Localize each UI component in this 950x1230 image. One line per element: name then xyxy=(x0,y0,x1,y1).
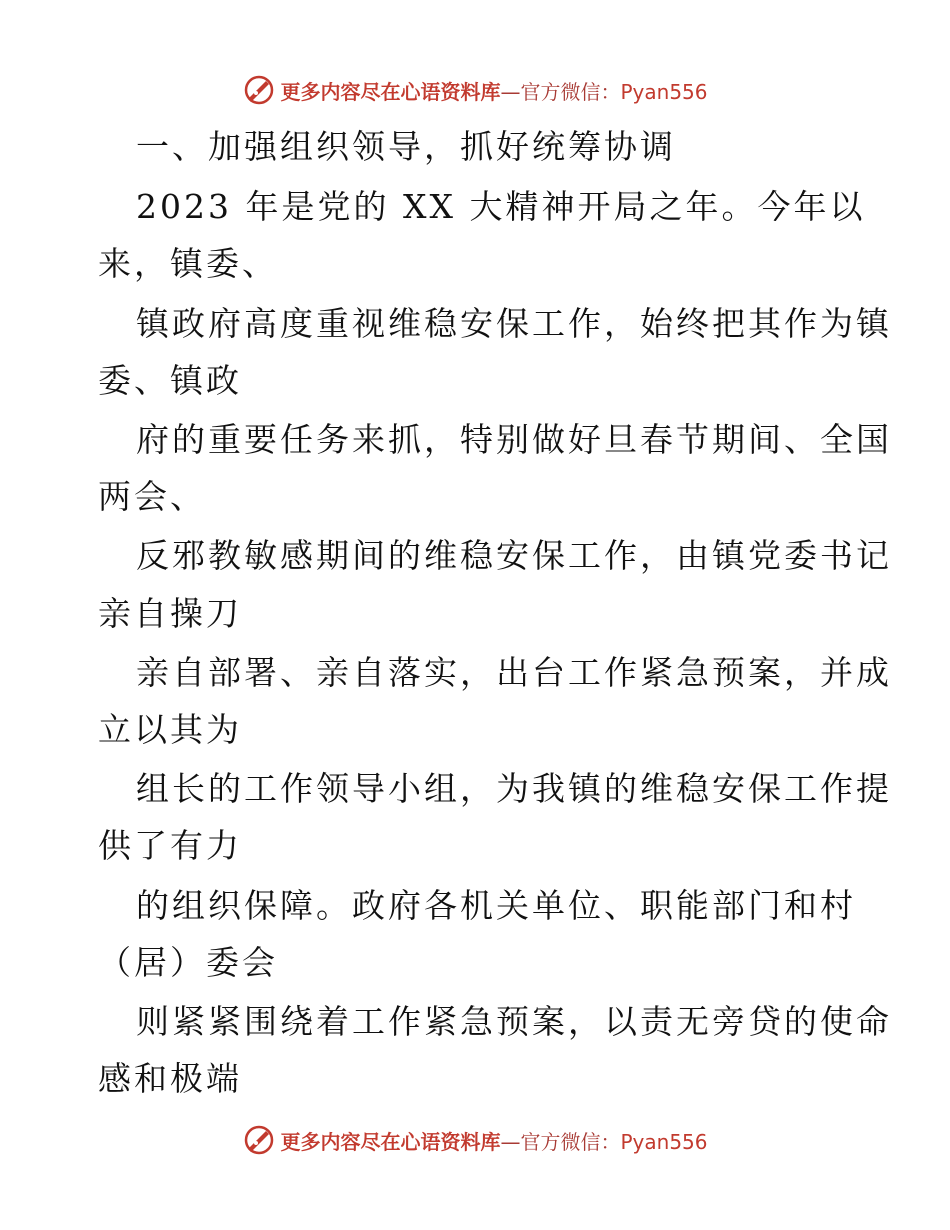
paragraph-line: 组长的工作领导小组，为我镇的维稳安保工作提 xyxy=(136,769,892,808)
section-heading: 一、加强组织领导，抓好统筹协调 xyxy=(136,127,676,166)
paragraph-line: 镇政府高度重视维稳安保工作，始终把其作为镇 xyxy=(136,304,892,343)
banner-prefix: 更多内容尽在心语资料库 xyxy=(280,79,501,104)
footer-banner-text xyxy=(280,1126,707,1155)
banner-prefix: 更多内容尽在心语资料库 xyxy=(280,1129,501,1154)
banner-id: Pyan556 xyxy=(620,1129,708,1154)
paragraph-line: 亲自操刀 xyxy=(98,594,242,633)
paragraph-line: 2023 年是党的 XX 大精神开局之年。今年以 xyxy=(136,187,866,226)
paragraph-line: 亲自部署、亲自落实，出台工作紧急预案，并成 xyxy=(136,653,892,692)
paragraph-line: 府的重要任务来抓，特别做好旦春节期间、全国 xyxy=(136,420,892,459)
paragraph-line: 的组织保障。政府各机关单位、职能部门和村 xyxy=(136,886,856,925)
paragraph-line: 供了有力 xyxy=(98,826,242,865)
paragraph-line: 来，镇委、 xyxy=(98,244,278,283)
paragraph-line: 反邪教敏感期间的维稳安保工作，由镇党委书记 xyxy=(136,536,892,575)
banner-id: Pyan556 xyxy=(620,79,708,104)
paragraph-line: 则紧紧围绕着工作紧急预案，以责无旁贷的使命 xyxy=(136,1002,892,1041)
paragraph-line: 感和极端 xyxy=(98,1059,242,1098)
banner-separator: — xyxy=(500,1129,521,1154)
paragraph-line: 立以其为 xyxy=(98,710,242,749)
banner-channel: 官方微信： xyxy=(520,79,621,104)
footer-banner xyxy=(0,1120,950,1160)
banner-separator: — xyxy=(500,79,521,104)
banner-channel: 官方微信： xyxy=(520,1129,621,1154)
paragraph-line: 两会、 xyxy=(98,477,206,516)
pen-logo-icon xyxy=(242,1123,276,1157)
paragraph-line: 委、镇政 xyxy=(98,361,242,400)
paragraph-line: （居）委会 xyxy=(98,943,278,982)
